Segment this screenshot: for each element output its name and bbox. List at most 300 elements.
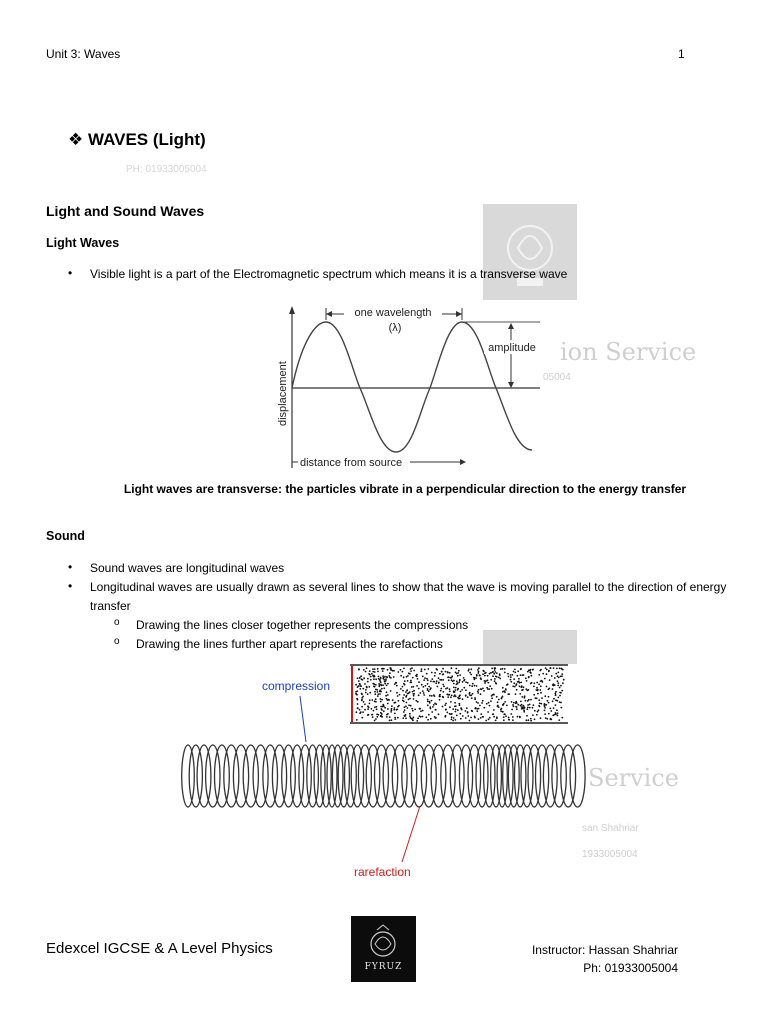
particle-dot [546,673,548,675]
spring-coil [441,745,455,807]
spring-coil [182,745,195,807]
particle-dot [378,683,380,685]
particle-dot [459,704,461,706]
particle-dot [402,686,404,688]
label-distance-from-source: distance from source [300,457,403,469]
particle-dot [436,668,438,670]
particle-dot [460,691,462,693]
particle-dot [467,696,469,698]
particle-dot [377,691,379,693]
particle-dot [388,699,390,701]
particle-dot [379,690,381,692]
particle-dot [375,689,377,691]
particle-dot [453,683,455,685]
particle-dot [521,708,523,710]
particle-dot [428,714,430,716]
particle-dot [421,668,423,670]
particle-dot [510,679,512,681]
particle-dot [561,717,563,719]
particle-dot [442,696,444,698]
label-rarefaction: rarefaction [354,865,411,879]
particle-dot [494,669,496,671]
spring-coil [345,745,357,807]
label-compression: compression [262,679,331,693]
particle-dot [557,685,559,687]
particle-dot [532,714,534,716]
spring-coil [528,745,541,807]
particle-dot [390,711,392,713]
particle-dot [558,719,560,721]
particle-dot [465,694,467,696]
particle-dot [373,686,375,688]
particle-dot [544,710,546,712]
particle-dot [527,704,529,706]
particle-dot [404,715,406,717]
particle-dot [387,669,389,671]
particle-dot [510,713,512,715]
particle-dot [438,682,440,684]
particle-dot [466,707,468,709]
particle-dot [465,710,467,712]
particle-dot [428,668,430,670]
particle-dot [434,675,436,677]
particle-dot [477,702,479,704]
particle-dot [458,670,460,672]
particle-dot [439,699,441,701]
particle-dot [447,672,449,674]
particle-dot [514,686,516,688]
particle-dot [372,671,374,673]
particle-dot [555,694,557,696]
spring-coil [450,745,464,807]
particle-dot [386,685,388,687]
spring-coil [243,745,258,807]
particle-dot [460,718,462,720]
particle-dot [484,682,486,684]
particle-dot [372,716,374,718]
particle-dot [449,713,451,715]
particle-dot [561,690,563,692]
particle-dot [536,687,538,689]
particle-dot [523,706,525,708]
particle-dot [539,689,541,691]
spring-coil [351,745,363,807]
particle-dot [455,672,457,674]
sub-bullet-circle: o [114,636,120,647]
particle-dot [491,688,493,690]
particle-dot [410,682,412,684]
particle-dot [547,700,549,702]
particle-dot [389,672,391,674]
particle-dot [548,702,550,704]
particle-dot [552,688,554,690]
sound-bullet-1: Sound waves are longitudinal waves [90,561,285,575]
particle-dot [360,675,362,677]
particle-dot [541,697,543,699]
particle-dot [358,685,360,687]
particle-dot [532,707,534,709]
particle-dot [469,695,471,697]
particle-dot [507,673,509,675]
particle-dot [454,702,456,704]
particle-dot [486,703,488,705]
compression-pointer [300,696,306,742]
particle-dot [373,710,375,712]
particle-dot [510,676,512,678]
particle-dot [364,683,366,685]
particle-dot [386,677,388,679]
particle-dot [494,671,496,673]
particle-dot [465,717,467,719]
particle-dot [455,705,457,707]
particle-dot [475,677,477,679]
particle-dot [368,673,370,675]
particle-dot [521,689,523,691]
particle-dot [480,693,482,695]
particle-dot [362,688,364,690]
spring-coil [307,745,319,807]
label-one-wavelength: one wavelength [354,307,432,319]
particle-dot [544,704,546,706]
particle-dot [371,714,373,716]
particle-dot [430,718,432,720]
particle-dot [447,696,449,698]
particle-dot [463,687,465,689]
particle-dot [372,668,374,670]
particle-dot [423,692,425,694]
particle-dot [455,711,457,713]
particle-dot [459,703,461,705]
particle-dot [386,691,388,693]
particle-dot [555,691,557,693]
particle-dot [540,680,542,682]
particle-dot [532,669,534,671]
particle-dot [383,710,385,712]
watermark-logo [483,630,577,664]
sound-bullet-2: Longitudinal waves are usually drawn as several lines to show that the wave is moving parallel to the direction of energy transfer [90,580,727,613]
particle-dot [555,704,557,706]
particle-dot [433,681,435,683]
particle-dot [557,682,559,684]
particle-dot [487,682,489,684]
particle-dot [455,668,457,670]
particle-dot [380,706,382,708]
particle-dot [501,698,503,700]
particle-dot [530,699,532,701]
particle-dot [374,693,376,695]
particle-dot [361,699,363,701]
particle-dot [539,702,541,704]
particle-dot [479,705,481,707]
particle-dot [412,710,414,712]
particle-dot [422,676,424,678]
particle-dot [380,677,382,679]
particle-dot [422,686,424,688]
particle-dot [503,719,505,721]
particle-dot [377,668,379,670]
particle-dot [399,694,401,696]
section-heading-light-sound: Light and Sound Waves [46,203,205,219]
particle-dot [442,706,444,708]
particle-dot [443,686,445,688]
particle-dot [427,699,429,701]
spring-coil [392,745,407,807]
particle-dot [412,693,414,695]
particle-dot [407,707,409,709]
particle-dot [380,684,382,686]
particle-dot [537,693,539,695]
particle-dot [557,712,559,714]
particle-dot [444,716,446,718]
particle-dot [390,669,392,671]
watermark-phone-1: 05004 [543,372,571,383]
particle-dot [417,678,419,680]
particle-dot [544,695,546,697]
particle-dot [400,675,402,677]
watermark-logo [483,204,577,300]
particle-dot [449,688,451,690]
particle-dot [397,671,399,673]
particle-dot [530,720,532,722]
particle-dot [386,716,388,718]
particle-dot [502,687,504,689]
spring-coil [570,745,585,807]
particle-dot [488,718,490,720]
particle-dot [469,685,471,687]
particle-dot [516,675,518,677]
particle-dot [366,667,368,669]
particle-dot [521,686,523,688]
spring-coil [508,745,519,807]
particle-dot [368,686,370,688]
particle-dot [488,702,490,704]
particle-dot [510,674,512,676]
particle-dot [487,711,489,713]
header-page-number: 1 [678,47,685,61]
spring-coil [197,745,211,807]
particle-dot [502,711,504,713]
particle-dot [560,676,562,678]
particle-dot [397,695,399,697]
particle-dot [380,715,382,717]
particle-dot [376,708,378,710]
particle-dot [402,700,404,702]
particle-dot [477,692,479,694]
particle-dot [557,715,559,717]
crest-icon [351,916,416,982]
particle-dot [369,699,371,701]
particle-dot [536,697,538,699]
particle-dot [469,692,471,694]
particle-dot [546,686,548,688]
watermark-service-2: Service [588,764,679,792]
particle-dot [512,674,514,676]
particle-dot [411,708,413,710]
particle-dot [418,688,420,690]
particle-dot [500,710,502,712]
particle-dot [508,719,510,721]
spring-coil [552,745,566,807]
particle-dot [517,704,519,706]
spring-coil [476,745,488,807]
particle-dot [378,686,380,688]
particle-dot [365,689,367,691]
particle-dot [427,688,429,690]
particle-dot [540,717,542,719]
particle-dot [430,687,432,689]
particle-dot [385,678,387,680]
particle-dot [538,683,540,685]
particle-dot [512,685,514,687]
particle-dot [445,709,447,711]
bullet-dot: • [68,266,73,280]
particle-dot [446,712,448,714]
particle-dot [363,701,365,703]
particle-dot [378,676,380,678]
particle-dot [504,691,506,693]
particle-dot [494,680,496,682]
particle-dot [362,696,364,698]
particle-dot [504,672,506,674]
particle-dot [556,668,558,670]
particle-dot [467,682,469,684]
particle-dot [393,670,395,672]
subheading-sound: Sound [46,529,85,543]
particle-dot [508,717,510,719]
particle-dot [402,697,404,699]
particle-dot [407,680,409,682]
particle-dot [406,690,408,692]
particle-dot [431,711,433,713]
watermark-phone-2: 1933005004 [582,849,638,860]
particle-dot [405,691,407,693]
particle-dot [525,700,527,702]
particle-dot [422,716,424,718]
particle-dot [412,718,414,720]
particle-dot [371,673,373,675]
footer-instructor: Instructor: Hassan Shahriar [531,943,678,957]
particle-dot [440,688,442,690]
particle-dot [447,677,449,679]
particle-dot [449,706,451,708]
particle-dot [503,703,505,705]
particle-dot [402,690,404,692]
particle-dot [382,675,384,677]
particle-dot [481,702,483,704]
particle-dot [363,669,365,671]
particle-dot [493,694,495,696]
footer-contact [480,941,678,977]
particle-dot [402,671,404,673]
spring-coil [411,745,426,807]
particle-dot [431,700,433,702]
particle-dot [467,715,469,717]
particle-dot [483,707,485,709]
particle-dot [556,700,558,702]
particle-dot [403,676,405,678]
particle-dot [470,668,472,670]
particle-dot [456,680,458,682]
particle-dot [392,699,394,701]
particle-dot [511,701,513,703]
particle-dot [374,691,376,693]
particle-dot [406,702,408,704]
particle-dot [480,688,482,690]
particle-dot [426,673,428,675]
particle-dot [478,718,480,720]
spring-coil [206,745,220,807]
particle-dot [407,693,409,695]
particle-dot [489,705,491,707]
particle-dot [537,689,539,691]
particle-dot [436,680,438,682]
particle-dot [417,701,419,703]
particle-dot [389,720,391,722]
spring-coil [421,745,436,807]
particle-dot [563,679,565,681]
spring-coil [561,745,576,807]
particle-dot [453,687,455,689]
label-lambda: (λ) [388,322,402,334]
particle-dot [357,703,359,705]
particle-dot [356,690,358,692]
particle-dot [554,677,556,679]
particle-dot [492,713,494,715]
particle-dot [382,670,384,672]
particle-dot [513,706,515,708]
particle-dot [439,694,441,696]
particle-dot [455,709,457,711]
particle-dot [384,676,386,678]
particle-dot [430,680,432,682]
particle-dot [405,705,407,707]
particle-dot [522,706,524,708]
spring-coil [189,745,202,807]
particle-dot [477,672,479,674]
particle-dot [376,716,378,718]
wavelength-arrow-left [326,311,332,317]
particle-dot [484,675,486,677]
particle-dot [487,679,489,681]
particle-dot [542,673,544,675]
particle-dot [491,695,493,697]
particle-dot [410,680,412,682]
particle-dot [434,703,436,705]
particle-dot [413,695,415,697]
particle-dot [476,674,478,676]
particle-dot [445,671,447,673]
particle-dot [453,691,455,693]
amplitude-arrow-down [508,382,514,388]
particle-dot [459,713,461,715]
particle-dot [516,708,518,710]
particle-dot [374,720,376,722]
watermark-service-1: ion Service [560,338,697,366]
particle-dot [461,689,463,691]
particle-dot [523,686,525,688]
light-waves-caption: Light waves are transverse: the particles vibrate in a perpendicular direction to the energy transfer [123,482,687,496]
particle-dot [359,685,361,687]
particle-dot [482,673,484,675]
particle-dot [356,694,358,696]
particle-dot [373,678,375,680]
particle-dot [400,688,402,690]
particle-dot [372,683,374,685]
particle-dot [538,705,540,707]
particle-dot [418,681,420,683]
particle-dot [497,705,499,707]
particle-dot [430,708,432,710]
